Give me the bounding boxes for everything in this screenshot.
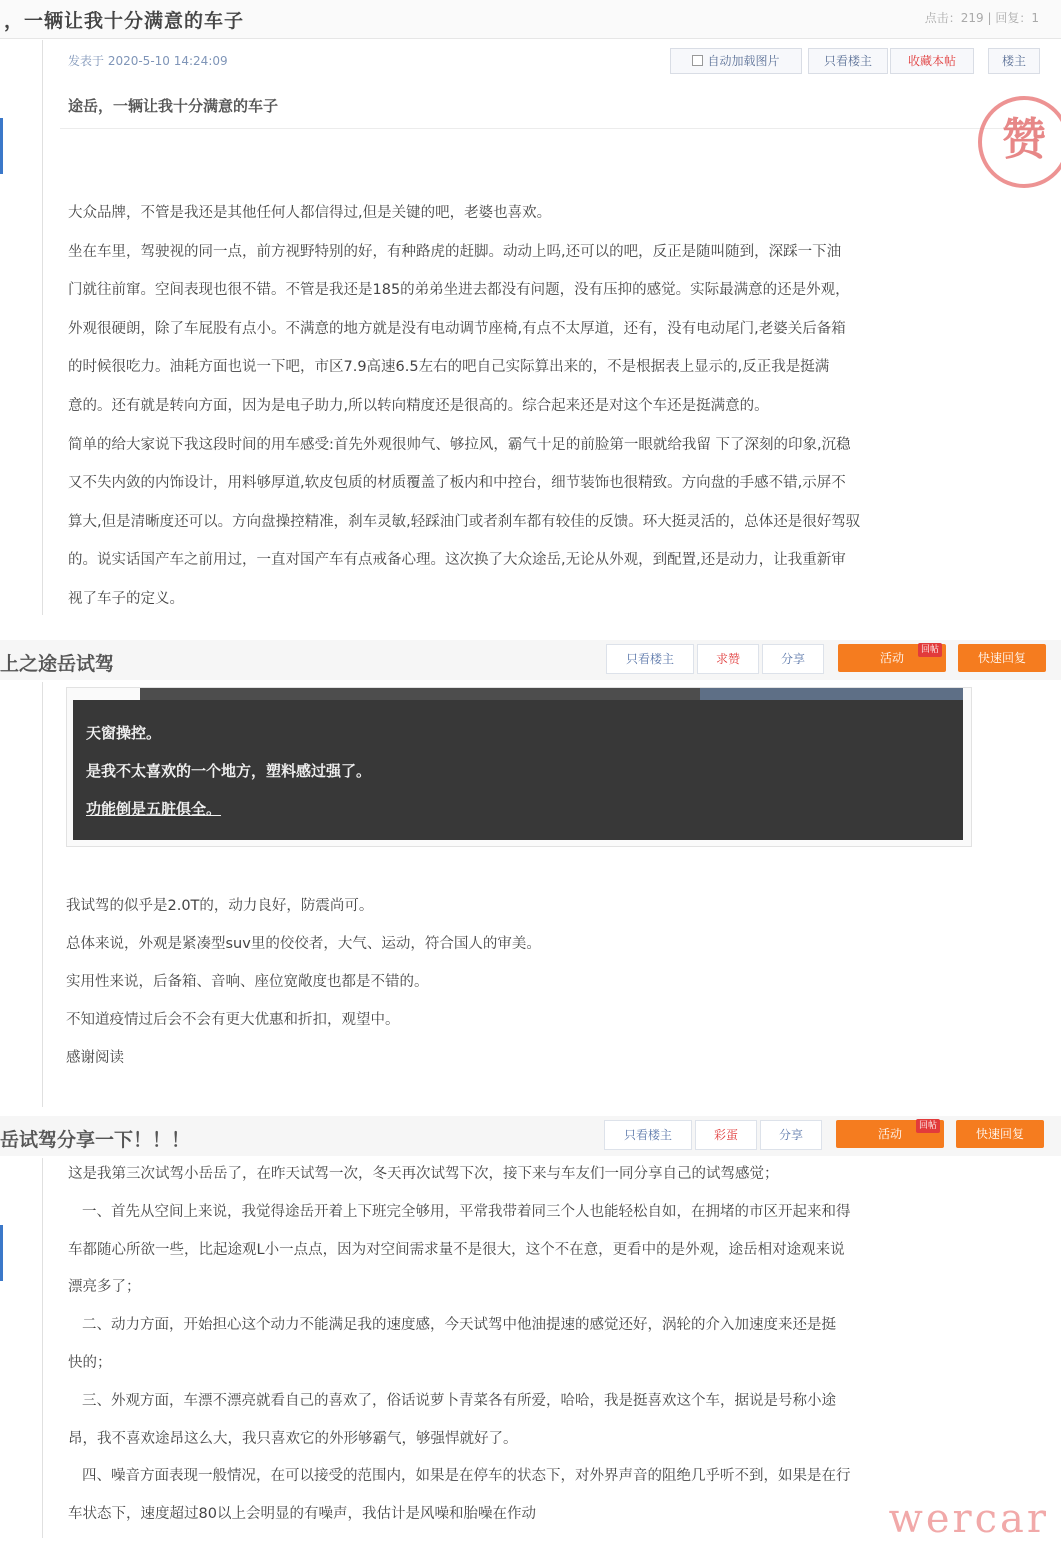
paragraph: 漂亮多了；	[68, 1279, 141, 1296]
paragraph: 算大,但是清晰度还可以。方向盘操控精准，刹车灵敏,轻踩油门或者刹车都有较佳的反馈。环大挺灵活的，总体还是很好驾驭	[68, 513, 861, 530]
left-rail-marker	[0, 118, 3, 174]
paragraph: 视了车子的定义。	[68, 590, 184, 607]
paragraph: 车状态下，速度超过80以上会明显的有噪声，我估计是风噪和胎噪在作动	[68, 1506, 536, 1523]
left-rail	[42, 40, 43, 615]
quick-reply-button[interactable]: 快速回复	[958, 644, 1046, 672]
left-rail-marker	[0, 1225, 3, 1281]
share-button[interactable]: 分享	[762, 644, 824, 674]
red-seal-stamp: 赞	[978, 96, 1061, 188]
only-author-button[interactable]: 只看楼主	[808, 48, 888, 74]
paragraph: 不知道疫情过后会不会有更大优惠和折扣，观望中。	[66, 1012, 400, 1028]
left-rail	[42, 682, 43, 1107]
activity-label: 活动	[879, 651, 904, 665]
paragraph: 的。说实话国产车之前用过，一直对国产车有点戒备心理。这次换了大众途岳,无论从外观，到配置,还是动力，让我重新审	[68, 552, 846, 569]
paragraph: 实用性来说，后备箱、音响、座位宽敞度也都是不错的。	[66, 974, 429, 990]
floor-label: 楼主	[988, 48, 1040, 74]
paragraph: 这是我第三次试驾小岳岳了，在昨天试驾一次，冬天再次试驾下次，接下来与车友们一同分享自己的试驾感觉；	[68, 1166, 779, 1182]
paragraph: 二、动力方面，开始担心这个动力不能满足我的速度感，今天试驾中他油提速的感觉还好，涡轮的介入加速度来还是挺	[82, 1317, 836, 1334]
quick-reply-button[interactable]: 快速回复	[956, 1120, 1044, 1148]
checkbox-icon[interactable]	[692, 55, 703, 66]
left-rail	[42, 1158, 43, 1538]
paragraph: 简单的给大家说下我这段时间的用车感受:首先外观很帅气、够拉风，霸气十足的前脸第一眼就给我留 下了深刻的印象,沉稳	[68, 436, 851, 453]
only-author-button[interactable]: 只看楼主	[606, 644, 694, 674]
paragraph: 快的；	[68, 1354, 112, 1371]
paragraph: 大众品牌，不管是我还是其他任何人都信得过,但是关键的吧，老婆也喜欢。	[68, 205, 552, 221]
image-caption: 是我不太喜欢的一个地方，塑料感过强了。	[86, 762, 372, 780]
post-timestamp: 发表于 2020-5-10 14:24:09	[68, 54, 228, 68]
paragraph: 我试驾的似乎是2.0T的，动力良好，防震尚可。	[66, 898, 374, 914]
only-author-button[interactable]: 只看楼主	[604, 1120, 692, 1150]
image-caption: 功能倒是五脏俱全。	[86, 800, 222, 818]
reward-button[interactable]: 求赞	[697, 644, 759, 674]
paragraph: 的时候很吃力。油耗方面也说一下吧，市区7.9高速6.5左右的吧自己实际算出来的，不是根据表上显示的,反正我是挺满	[68, 359, 830, 376]
paragraph: 又不失内敛的内饰设计，用料够厚道,软皮包质的材质覆盖了板内和中控台，细节装饰也很精致。方向盘的手感不错,示屏不	[68, 475, 846, 492]
post1-body	[68, 194, 1028, 619]
post-stats: 点击：219 | 回复：1	[924, 11, 1039, 25]
paragraph: 昂，我不喜欢途昂这么大，我只喜欢它的外形够霸气，够强悍就好了。	[68, 1430, 518, 1447]
photo-strip	[700, 688, 963, 700]
image-caption: 天窗操控。	[86, 724, 162, 742]
section-title: 岳试驾分享一下！！！	[0, 1129, 191, 1151]
auto-load-images-toggle[interactable]	[670, 48, 802, 74]
reply-badge: 回帖	[916, 1119, 940, 1133]
paragraph: 感谢阅读	[66, 1050, 124, 1066]
paragraph: 四、噪音方面表现一般情况，在可以接受的范围内，如果是在停车的状态下，对外界声音的阻绝几乎听不到，如果是在行	[82, 1468, 851, 1485]
section-title: 上之途岳试驾	[0, 653, 115, 675]
paragraph: 坐在车里，驾驶视的同一点，前方视野特别的好，有种路虎的赶脚。动动上吗,还可以的吧，反正是随叫随到，深踩一下油	[68, 243, 842, 260]
watermark: wercar	[888, 1496, 1049, 1542]
activity-label: 活动	[877, 1127, 902, 1141]
share-button[interactable]: 分享	[760, 1120, 822, 1150]
paragraph: 总体来说，外观是紧凑型suv里的佼佼者，大气、运动，符合国人的审美。	[66, 936, 541, 952]
divider	[60, 128, 1030, 129]
auto-load-images-label: 自动加载图片	[707, 54, 780, 68]
paragraph: 一、首先从空间上来说，我觉得途岳开着上下班完全够用，平常我带着同三个人也能轻松自如，在拥堵的市区开起来和得	[82, 1203, 851, 1220]
paragraph: 意的。还有就是转向方面，因为是电子助力,所以转向精度还是很高的。综合起来还是对这个车还是挺满意的。	[68, 397, 769, 414]
paragraph: 车都随心所欲一些，比起途观L小一点点，因为对空间需求量不是很大，这个不在意，更看中的是外观，途岳相对途观来说	[68, 1241, 845, 1258]
paragraph: 三、外观方面，车漂不漂亮就看自己的喜欢了，俗话说萝卜青菜各有所爱，哈哈，我是挺喜欢这个车，据说是号称小途	[82, 1392, 836, 1409]
reply-badge: 回帖	[918, 643, 942, 657]
paragraph: 外观很硬朗，除了车屁股有点小。不满意的地方就是没有电动调节座椅,有点不太厚道，还有，没有电动尾门,老婆关后备箱	[68, 320, 846, 337]
post3-body	[68, 1156, 1028, 1534]
paragraph: 门就往前窜。空间表现也很不错。不管是我还是185的弟弟坐进去都没有问题，没有压抑的感觉。实际最满意的还是外观，	[68, 282, 850, 299]
favorite-post-button[interactable]: 收藏本帖	[890, 48, 974, 74]
post-title: ，一辆让我十分满意的车子	[4, 10, 245, 32]
post-subtitle: 途岳，一辆让我十分满意的车子	[68, 97, 279, 115]
reward-button[interactable]: 彩蛋	[695, 1120, 757, 1150]
